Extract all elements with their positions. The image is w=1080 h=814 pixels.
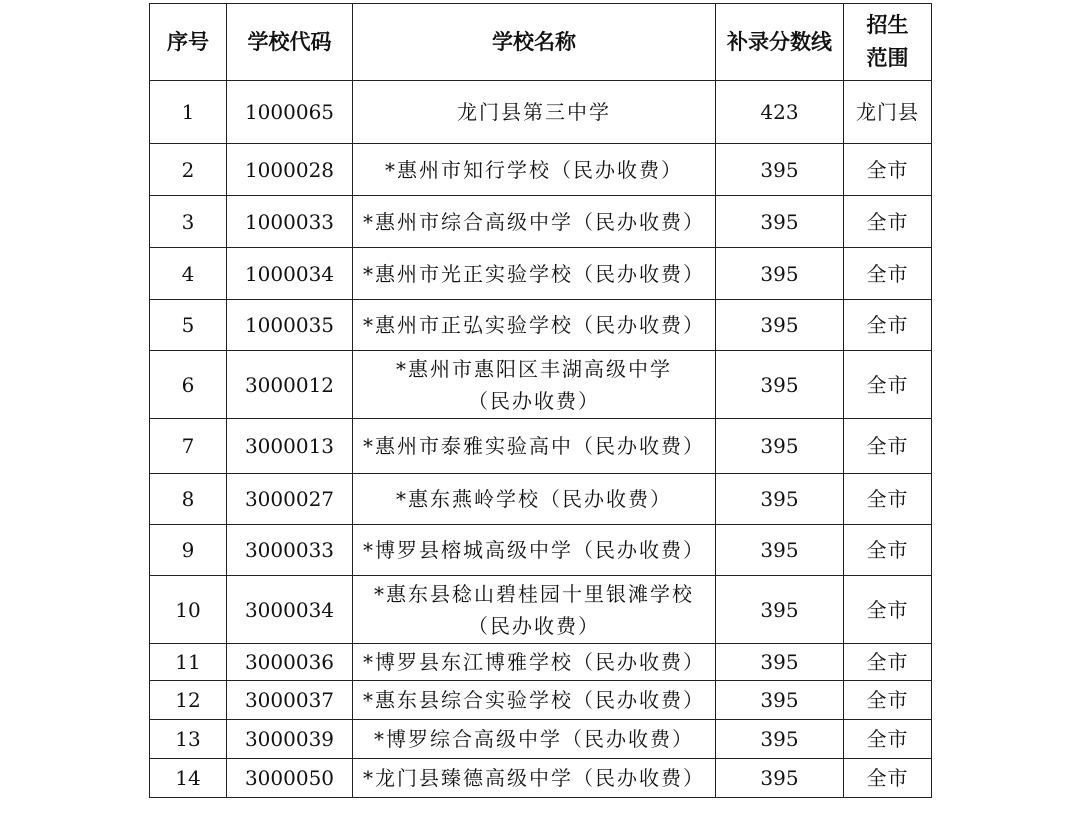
table-header-row bbox=[150, 4, 932, 81]
row-school-name bbox=[353, 525, 716, 576]
row-scope: 全市 bbox=[844, 525, 932, 576]
row-index: 7 bbox=[150, 419, 227, 474]
school-name-line2: （民办收费） bbox=[468, 613, 600, 638]
row-score-line: 395 bbox=[716, 144, 844, 196]
row-school-name bbox=[353, 644, 716, 681]
row-school-name bbox=[353, 248, 716, 300]
school-name-line1: *惠东燕岭学校（民办收费） bbox=[396, 487, 672, 511]
row-school-name bbox=[353, 300, 716, 351]
row-scope: 全市 bbox=[844, 144, 932, 196]
school-name-line1: *博罗县榕城高级中学（民办收费） bbox=[363, 538, 705, 562]
row-score-line: 395 bbox=[716, 759, 844, 798]
row-score-line: 423 bbox=[716, 81, 844, 144]
table-row bbox=[150, 576, 932, 644]
table-row bbox=[150, 196, 932, 248]
school-name-line1: *博罗综合高级中学（民办收费） bbox=[374, 727, 694, 751]
row-score-line: 395 bbox=[716, 300, 844, 351]
row-school-code: 3000037 bbox=[227, 681, 353, 720]
table-row bbox=[150, 300, 932, 351]
school-name-line1: *惠州市光正实验学校（民办收费） bbox=[363, 261, 705, 286]
row-score-line: 395 bbox=[716, 576, 844, 644]
row-score-line: 395 bbox=[716, 720, 844, 759]
school-name-line1: *惠州市知行学校（民办收费） bbox=[385, 157, 683, 182]
row-school-code: 3000039 bbox=[227, 720, 353, 759]
row-index: 13 bbox=[150, 720, 227, 759]
row-score-line: 395 bbox=[716, 681, 844, 720]
header-score-line: 补录分数线 bbox=[716, 4, 844, 81]
row-school-code: 3000050 bbox=[227, 759, 353, 798]
table-row bbox=[150, 248, 932, 300]
school-name-line1: *惠州市综合高级中学（民办收费） bbox=[363, 209, 705, 234]
row-scope: 全市 bbox=[844, 644, 932, 681]
row-school-code: 1000035 bbox=[227, 300, 353, 351]
table-row bbox=[150, 759, 932, 798]
row-index: 2 bbox=[150, 144, 227, 196]
row-school-code: 1000065 bbox=[227, 81, 353, 144]
row-score-line: 395 bbox=[716, 419, 844, 474]
row-school-name bbox=[353, 576, 716, 644]
school-name-line1: *惠东县稔山碧桂园十里银滩学校 bbox=[374, 581, 694, 606]
table-row bbox=[150, 351, 932, 419]
table-row bbox=[150, 474, 932, 525]
row-school-code: 3000027 bbox=[227, 474, 353, 525]
row-scope: 全市 bbox=[844, 300, 932, 351]
row-school-name bbox=[353, 720, 716, 759]
header-scope bbox=[844, 4, 932, 81]
row-score-line: 395 bbox=[716, 196, 844, 248]
row-index: 6 bbox=[150, 351, 227, 419]
table-row bbox=[150, 681, 932, 720]
row-scope: 全市 bbox=[844, 196, 932, 248]
admission-score-table bbox=[149, 3, 932, 798]
school-name-line1: *惠东县综合实验学校（民办收费） bbox=[363, 688, 705, 712]
header-school-code: 学校代码 bbox=[227, 4, 353, 81]
row-score-line: 395 bbox=[716, 525, 844, 576]
header-school-name: 学校名称 bbox=[353, 4, 716, 81]
school-name-line1: 龙门县第三中学 bbox=[457, 100, 611, 124]
row-school-name bbox=[353, 681, 716, 720]
row-index: 4 bbox=[150, 248, 227, 300]
school-name-line1: *惠州市惠阳区丰湖高级中学 bbox=[396, 356, 672, 381]
row-school-name bbox=[353, 196, 716, 248]
row-school-name bbox=[353, 759, 716, 798]
table-row bbox=[150, 81, 932, 144]
row-school-code: 3000013 bbox=[227, 419, 353, 474]
row-scope: 全市 bbox=[844, 474, 932, 525]
row-school-code: 3000033 bbox=[227, 525, 353, 576]
school-name-line1: *惠州市正弘实验学校（民办收费） bbox=[363, 313, 705, 337]
table-row bbox=[150, 644, 932, 681]
row-scope: 全市 bbox=[844, 248, 932, 300]
row-school-code: 3000034 bbox=[227, 576, 353, 644]
row-school-code: 1000033 bbox=[227, 196, 353, 248]
row-school-code: 3000012 bbox=[227, 351, 353, 419]
row-scope: 龙门县 bbox=[844, 81, 932, 144]
table-row bbox=[150, 144, 932, 196]
row-scope: 全市 bbox=[844, 720, 932, 759]
row-score-line: 395 bbox=[716, 644, 844, 681]
row-scope: 全市 bbox=[844, 681, 932, 720]
row-school-name bbox=[353, 474, 716, 525]
school-name-line1: *惠州市泰雅实验高中（民办收费） bbox=[363, 434, 705, 458]
row-scope: 全市 bbox=[844, 351, 932, 419]
row-index: 10 bbox=[150, 576, 227, 644]
table-row bbox=[150, 720, 932, 759]
row-school-name bbox=[353, 351, 716, 419]
row-score-line: 395 bbox=[716, 351, 844, 419]
row-score-line: 395 bbox=[716, 474, 844, 525]
row-score-line: 395 bbox=[716, 248, 844, 300]
row-index: 3 bbox=[150, 196, 227, 248]
row-index: 11 bbox=[150, 644, 227, 681]
table-row bbox=[150, 419, 932, 474]
row-index: 14 bbox=[150, 759, 227, 798]
row-index: 1 bbox=[150, 81, 227, 144]
row-scope: 全市 bbox=[844, 759, 932, 798]
row-index: 12 bbox=[150, 681, 227, 720]
row-scope: 全市 bbox=[844, 419, 932, 474]
row-school-name bbox=[353, 81, 716, 144]
row-school-name bbox=[353, 419, 716, 474]
header-index: 序号 bbox=[150, 4, 227, 81]
header-scope-line2: 范围 bbox=[866, 46, 909, 70]
row-school-code: 1000034 bbox=[227, 248, 353, 300]
school-name-line1: *龙门县臻德高级中学（民办收费） bbox=[363, 766, 705, 790]
row-index: 9 bbox=[150, 525, 227, 576]
school-name-line2: （民办收费） bbox=[468, 388, 600, 413]
row-index: 8 bbox=[150, 474, 227, 525]
school-name-line1: *博罗县东江博雅学校（民办收费） bbox=[363, 650, 705, 674]
row-school-code: 3000036 bbox=[227, 644, 353, 681]
row-school-name bbox=[353, 144, 716, 196]
row-scope: 全市 bbox=[844, 576, 932, 644]
row-index: 5 bbox=[150, 300, 227, 351]
row-school-code: 1000028 bbox=[227, 144, 353, 196]
table-row bbox=[150, 525, 932, 576]
header-scope-line1: 招生 bbox=[866, 13, 909, 37]
